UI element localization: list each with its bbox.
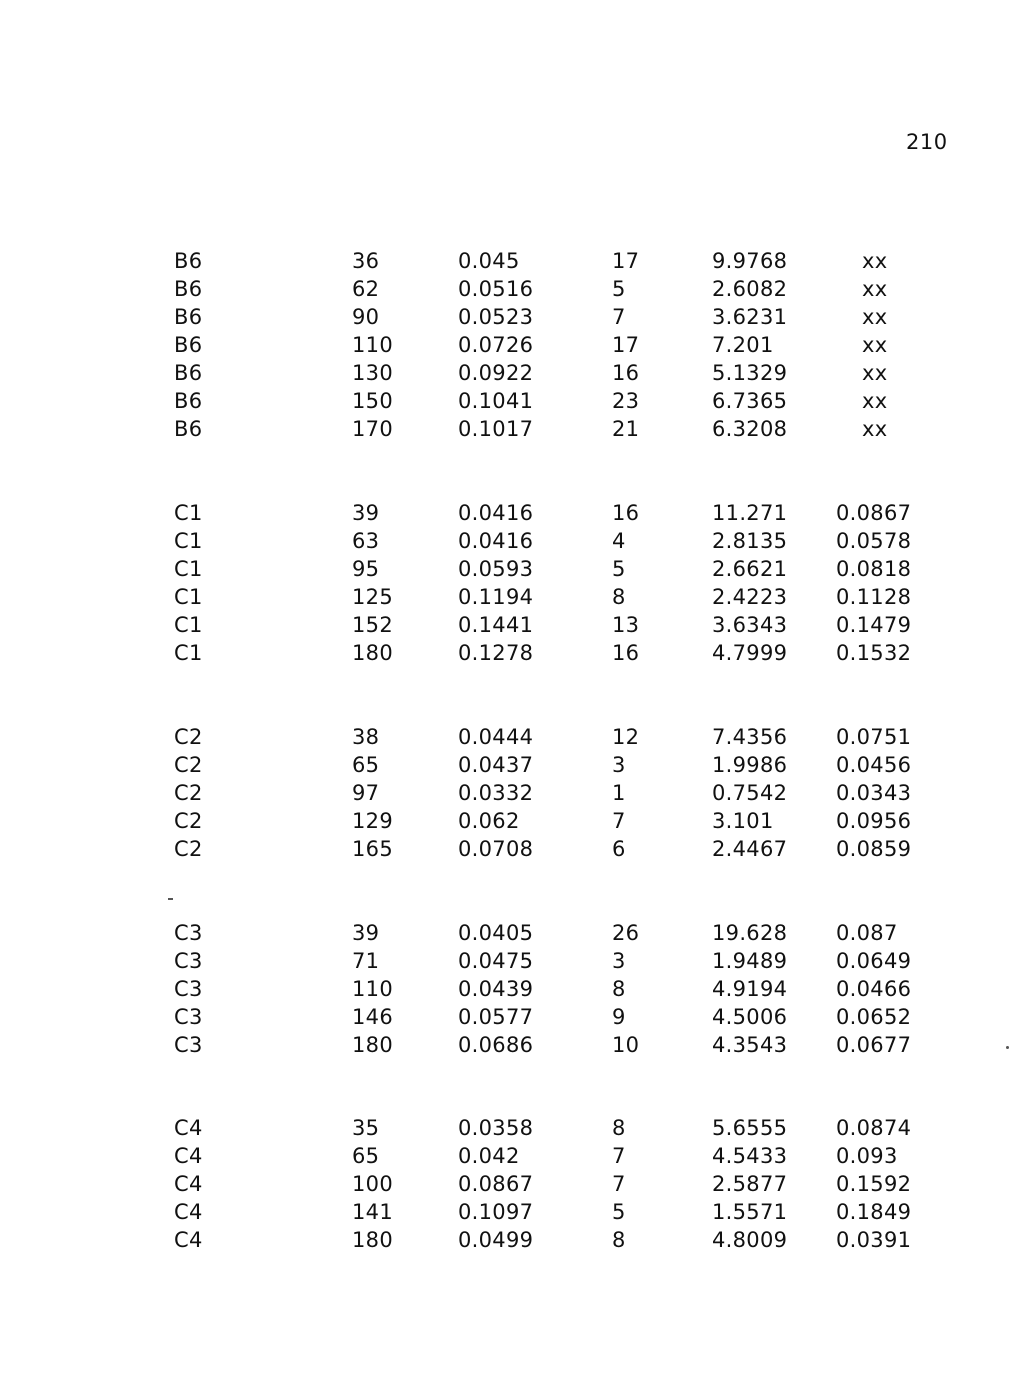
count-cell: 26: [612, 921, 640, 945]
position-cell: 62: [352, 277, 380, 301]
ratio-cell: 9.9768: [712, 249, 788, 273]
coefficient-cell: 0.093: [836, 1144, 898, 1168]
sample-id-cell: C1: [174, 501, 203, 525]
count-cell: 8: [612, 977, 626, 1001]
coefficient-cell: 0.0578: [836, 529, 912, 553]
position-cell: 110: [352, 977, 393, 1001]
ratio-cell: 3.6231: [712, 305, 788, 329]
sample-id-cell: C1: [174, 641, 203, 665]
position-cell: 39: [352, 921, 380, 945]
sample-id-cell: B6: [174, 333, 203, 357]
value-cell: 0.0332: [458, 781, 534, 805]
coefficient-cell: 0.0391: [836, 1228, 912, 1252]
coefficient-cell: 0.0652: [836, 1005, 912, 1029]
position-cell: 170: [352, 417, 393, 441]
coefficient-cell: xx: [862, 305, 888, 329]
count-cell: 4: [612, 529, 626, 553]
value-cell: 0.0577: [458, 1005, 534, 1029]
value-cell: 0.0867: [458, 1172, 534, 1196]
ratio-cell: 3.101: [712, 809, 774, 833]
ratio-cell: 7.201: [712, 333, 774, 357]
count-cell: 16: [612, 501, 640, 525]
position-cell: 95: [352, 557, 380, 581]
position-cell: 150: [352, 389, 393, 413]
ratio-cell: 7.4356: [712, 725, 788, 749]
value-cell: 0.0475: [458, 949, 534, 973]
position-cell: 97: [352, 781, 380, 805]
sample-id-cell: C2: [174, 753, 203, 777]
position-cell: 152: [352, 613, 393, 637]
value-cell: 0.062: [458, 809, 520, 833]
position-cell: 180: [352, 1228, 393, 1252]
coefficient-cell: 0.0343: [836, 781, 912, 805]
value-cell: 0.1278: [458, 641, 534, 665]
value-cell: 0.0523: [458, 305, 534, 329]
ratio-cell: 2.5877: [712, 1172, 788, 1196]
ratio-cell: 5.1329: [712, 361, 788, 385]
scan-speck: [168, 898, 173, 900]
coefficient-cell: xx: [862, 277, 888, 301]
sample-id-cell: C4: [174, 1116, 203, 1140]
count-cell: 7: [612, 305, 626, 329]
coefficient-cell: 0.0874: [836, 1116, 912, 1140]
sample-id-cell: C2: [174, 781, 203, 805]
coefficient-cell: 0.0751: [836, 725, 912, 749]
coefficient-cell: 0.0956: [836, 809, 912, 833]
sample-id-cell: C3: [174, 977, 203, 1001]
coefficient-cell: 0.1479: [836, 613, 912, 637]
ratio-cell: 4.8009: [712, 1228, 788, 1252]
coefficient-cell: 0.1532: [836, 641, 912, 665]
count-cell: 1: [612, 781, 626, 805]
coefficient-cell: 0.0867: [836, 501, 912, 525]
ratio-cell: 2.6621: [712, 557, 788, 581]
value-cell: 0.0437: [458, 753, 534, 777]
coefficient-cell: 0.0649: [836, 949, 912, 973]
position-cell: 110: [352, 333, 393, 357]
count-cell: 17: [612, 249, 640, 273]
value-cell: 0.0439: [458, 977, 534, 1001]
ratio-cell: 2.8135: [712, 529, 788, 553]
position-cell: 39: [352, 501, 380, 525]
ratio-cell: 4.9194: [712, 977, 788, 1001]
sample-id-cell: C3: [174, 1005, 203, 1029]
coefficient-cell: xx: [862, 389, 888, 413]
ratio-cell: 3.6343: [712, 613, 788, 637]
position-cell: 100: [352, 1172, 393, 1196]
value-cell: 0.1194: [458, 585, 534, 609]
value-cell: 0.0516: [458, 277, 534, 301]
ratio-cell: 2.6082: [712, 277, 788, 301]
value-cell: 0.0922: [458, 361, 534, 385]
value-cell: 0.0416: [458, 501, 534, 525]
value-cell: 0.1041: [458, 389, 534, 413]
ratio-cell: 1.9489: [712, 949, 788, 973]
sample-id-cell: C1: [174, 529, 203, 553]
position-cell: 125: [352, 585, 393, 609]
coefficient-cell: 0.0677: [836, 1033, 912, 1057]
sample-id-cell: C2: [174, 809, 203, 833]
value-cell: 0.0593: [458, 557, 534, 581]
position-cell: 38: [352, 725, 380, 749]
coefficient-cell: 0.1849: [836, 1200, 912, 1224]
sample-id-cell: C1: [174, 585, 203, 609]
position-cell: 63: [352, 529, 380, 553]
value-cell: 0.0358: [458, 1116, 534, 1140]
ratio-cell: 1.9986: [712, 753, 788, 777]
count-cell: 8: [612, 1228, 626, 1252]
value-cell: 0.0708: [458, 837, 534, 861]
ratio-cell: 4.7999: [712, 641, 788, 665]
coefficient-cell: xx: [862, 333, 888, 357]
sample-id-cell: C1: [174, 557, 203, 581]
coefficient-cell: xx: [862, 249, 888, 273]
position-cell: 35: [352, 1116, 380, 1140]
coefficient-cell: 0.1128: [836, 585, 912, 609]
ratio-cell: 0.7542: [712, 781, 788, 805]
count-cell: 23: [612, 389, 640, 413]
count-cell: 7: [612, 1172, 626, 1196]
position-cell: 130: [352, 361, 393, 385]
value-cell: 0.0416: [458, 529, 534, 553]
ratio-cell: 6.7365: [712, 389, 788, 413]
value-cell: 0.1097: [458, 1200, 534, 1224]
sample-id-cell: C4: [174, 1172, 203, 1196]
count-cell: 12: [612, 725, 640, 749]
coefficient-cell: 0.0466: [836, 977, 912, 1001]
value-cell: 0.0499: [458, 1228, 534, 1252]
position-cell: 65: [352, 1144, 380, 1168]
count-cell: 7: [612, 809, 626, 833]
coefficient-cell: xx: [862, 417, 888, 441]
count-cell: 13: [612, 613, 640, 637]
value-cell: 0.042: [458, 1144, 520, 1168]
sample-id-cell: C3: [174, 921, 203, 945]
position-cell: 36: [352, 249, 380, 273]
count-cell: 8: [612, 585, 626, 609]
position-cell: 146: [352, 1005, 393, 1029]
coefficient-cell: 0.1592: [836, 1172, 912, 1196]
sample-id-cell: C2: [174, 837, 203, 861]
sample-id-cell: B6: [174, 361, 203, 385]
value-cell: 0.0686: [458, 1033, 534, 1057]
position-cell: 141: [352, 1200, 393, 1224]
sample-id-cell: B6: [174, 417, 203, 441]
sample-id-cell: C2: [174, 725, 203, 749]
value-cell: 0.045: [458, 249, 520, 273]
count-cell: 16: [612, 641, 640, 665]
count-cell: 7: [612, 1144, 626, 1168]
position-cell: 180: [352, 641, 393, 665]
count-cell: 5: [612, 1200, 626, 1224]
sample-id-cell: C3: [174, 1033, 203, 1057]
ratio-cell: 4.5433: [712, 1144, 788, 1168]
count-cell: 16: [612, 361, 640, 385]
coefficient-cell: xx: [862, 361, 888, 385]
coefficient-cell: 0.087: [836, 921, 898, 945]
sample-id-cell: B6: [174, 389, 203, 413]
sample-id-cell: B6: [174, 249, 203, 273]
position-cell: 165: [352, 837, 393, 861]
ratio-cell: 11.271: [712, 501, 788, 525]
value-cell: 0.0444: [458, 725, 534, 749]
count-cell: 3: [612, 753, 626, 777]
position-cell: 65: [352, 753, 380, 777]
ratio-cell: 4.3543: [712, 1033, 788, 1057]
ratio-cell: 2.4223: [712, 585, 788, 609]
ratio-cell: 6.3208: [712, 417, 788, 441]
ratio-cell: 1.5571: [712, 1200, 788, 1224]
count-cell: 17: [612, 333, 640, 357]
count-cell: 6: [612, 837, 626, 861]
value-cell: 0.1441: [458, 613, 534, 637]
value-cell: 0.0405: [458, 921, 534, 945]
value-cell: 0.0726: [458, 333, 534, 357]
sample-id-cell: C4: [174, 1144, 203, 1168]
position-cell: 129: [352, 809, 393, 833]
ratio-cell: 4.5006: [712, 1005, 788, 1029]
ratio-cell: 2.4467: [712, 837, 788, 861]
count-cell: 5: [612, 557, 626, 581]
count-cell: 10: [612, 1033, 640, 1057]
sample-id-cell: C1: [174, 613, 203, 637]
value-cell: 0.1017: [458, 417, 534, 441]
page-number: 210: [906, 130, 948, 154]
sample-id-cell: C4: [174, 1228, 203, 1252]
ratio-cell: 19.628: [712, 921, 788, 945]
count-cell: 8: [612, 1116, 626, 1140]
ratio-cell: 5.6555: [712, 1116, 788, 1140]
sample-id-cell: C4: [174, 1200, 203, 1224]
coefficient-cell: 0.0859: [836, 837, 912, 861]
sample-id-cell: C3: [174, 949, 203, 973]
coefficient-cell: 0.0818: [836, 557, 912, 581]
count-cell: 3: [612, 949, 626, 973]
coefficient-cell: 0.0456: [836, 753, 912, 777]
position-cell: 180: [352, 1033, 393, 1057]
position-cell: 90: [352, 305, 380, 329]
scan-speck: [1006, 1046, 1009, 1049]
sample-id-cell: B6: [174, 277, 203, 301]
count-cell: 5: [612, 277, 626, 301]
count-cell: 9: [612, 1005, 626, 1029]
sample-id-cell: B6: [174, 305, 203, 329]
position-cell: 71: [352, 949, 380, 973]
count-cell: 21: [612, 417, 640, 441]
